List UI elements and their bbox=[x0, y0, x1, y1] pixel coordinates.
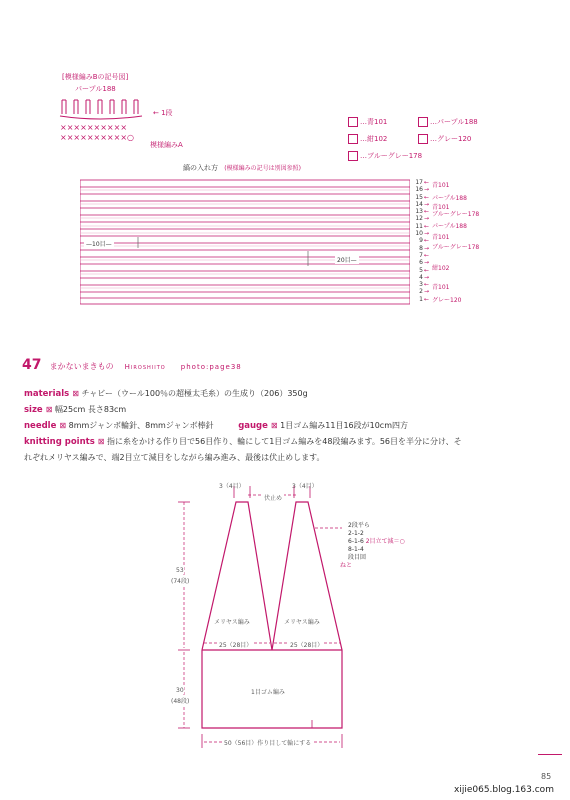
legend-item: …グレー120 bbox=[418, 134, 471, 144]
stockinette-left: メリヤス編み bbox=[214, 619, 250, 626]
svg-text:××××××××××○: ××××××××××○ bbox=[60, 133, 135, 142]
dim-rows-lower: (48段) bbox=[171, 698, 190, 705]
row-arrows: ← → ← → ← → ← → ← → ← → ← → ← → ← bbox=[424, 179, 430, 303]
dim-bottom: 50（56目）作り目して輪にする bbox=[224, 740, 312, 747]
spec-materials: materials ⊠ チャビー（ウール100％の超極太毛糸）の生成り（206）350g bbox=[24, 389, 308, 399]
stripe-color-label: 青101 bbox=[432, 234, 450, 241]
stripe-mark-20: 20目— bbox=[337, 257, 357, 264]
bind-off-label: 伏止め bbox=[264, 495, 283, 502]
stockinette-right: メリヤス編み bbox=[284, 619, 320, 626]
stripe-chart-title: 縞の入れ方 (模様編みの記号は別図参照) bbox=[183, 164, 301, 172]
ribbing-label: 1目ゴム編み bbox=[251, 689, 285, 696]
pattern-a-label: 模様編みA bbox=[150, 141, 183, 149]
item-author: Hiroshiito bbox=[124, 363, 166, 371]
stripe-mark-10: —10目— bbox=[86, 241, 112, 248]
item-photo: photo:page38 bbox=[180, 363, 242, 371]
spec-needle: needle ⊠ 8mmジャンボ輪針、8mmジャンボ棒針 gauge ⊠ 1目ゴム編み11目16段が10cm四方 bbox=[24, 421, 408, 431]
stripe-color-label: 青101 bbox=[432, 182, 450, 189]
dim-top-right: 3（4目） bbox=[292, 483, 318, 490]
svg-text:××××××××××: ×××××××××× bbox=[60, 123, 128, 132]
item-number: 47 bbox=[22, 357, 42, 373]
spec-size: size ⊠ 幅25cm 長さ83cm bbox=[24, 405, 127, 415]
pattern-b-symbols bbox=[56, 96, 156, 148]
stripe-color-label: ブルーグレー178 bbox=[432, 244, 480, 251]
legend-item: …青101 bbox=[348, 117, 387, 127]
stripe-color-label: パープル188 bbox=[432, 223, 467, 230]
legend-item: …紺102 bbox=[348, 134, 387, 144]
decrease-instructions: 2段平ら 2-1-2 6-1-6 2目立て減＝○ 8-1-4 段目回 bbox=[348, 522, 405, 561]
watermark: xijie065.blog.163.com bbox=[454, 785, 554, 795]
legend-item: …パープル188 bbox=[418, 117, 478, 127]
stripe-color-label: 紺102 bbox=[432, 265, 450, 272]
dim-height-lower: 30 bbox=[176, 687, 184, 694]
pattern-b-title: [模様編みBの記号図] bbox=[62, 73, 129, 81]
stripe-color-label: グレー120 bbox=[432, 297, 462, 304]
page-number: 85 bbox=[541, 772, 552, 781]
pattern-b-row-label: ← 1段 bbox=[153, 109, 173, 117]
dim-width-left: 25（28目） bbox=[219, 642, 253, 649]
legend-item: …ブルーグレー178 bbox=[348, 151, 422, 161]
decrease-sub: ねと bbox=[340, 562, 353, 569]
pattern-b-color: パープル188 bbox=[75, 85, 116, 93]
row-numbers: 17 16 15 14 13 12 11 10 9 8 7 6 5 4 3 2 1 bbox=[415, 179, 423, 303]
dim-top-left: 3（4目） bbox=[219, 483, 245, 490]
item-heading bbox=[22, 354, 242, 373]
dim-width-right: 25（28目） bbox=[290, 642, 324, 649]
spec-knitting-points-2: れぞれメリヤス編みで、端2目立て減目をしながら編み進み、最後は伏止めします。 bbox=[24, 453, 325, 462]
stripe-color-label: ブルーグレー178 bbox=[432, 211, 480, 218]
dim-rows-upper: (74段) bbox=[171, 578, 190, 585]
stripe-color-label: 青101 bbox=[432, 204, 450, 211]
page-number-rule bbox=[538, 754, 562, 755]
item-title: まかないまきもの bbox=[49, 362, 114, 371]
stripe-color-label: 青101 bbox=[432, 284, 450, 291]
stripe-chart bbox=[80, 178, 410, 306]
stripe-color-label: パープル188 bbox=[432, 195, 467, 202]
spec-knitting-points: knitting points ⊠ 指に糸をかける作り目で56目作り、輪にして1目ゴム編みを48段編みます。56目を半分に分け、そ bbox=[24, 437, 462, 447]
dim-height-upper: 53 bbox=[176, 567, 184, 574]
